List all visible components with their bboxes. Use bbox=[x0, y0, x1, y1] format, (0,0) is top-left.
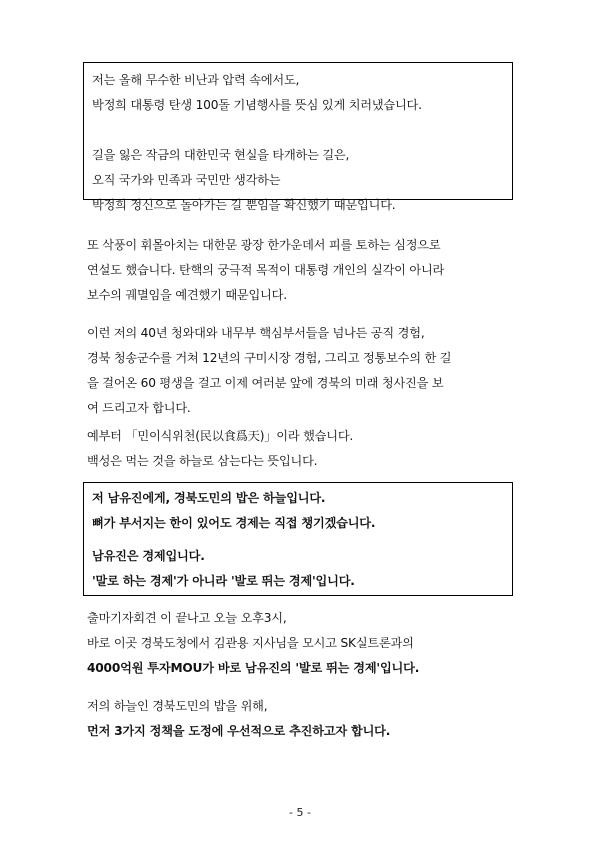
paragraph-career bbox=[87, 321, 517, 421]
box1-line-5: 박정희 정신으로 돌아가는 길 뿐임을 확신했기 때문입니다. bbox=[92, 198, 396, 212]
quote-box-park-chunghee bbox=[83, 62, 513, 212]
paragraph-policies bbox=[87, 694, 517, 744]
box1-line-1: 저는 올해 무수한 비난과 압력 속에서도, bbox=[92, 73, 300, 87]
quote-box-economy bbox=[83, 482, 513, 596]
para4-line-1: 출마기자회견 이 끝나고 오늘 오후3시, bbox=[87, 611, 287, 625]
para2-line-2: 경북 청송군수를 거쳐 12년의 구미시장 경험, 그리고 정통보수의 한 길 bbox=[87, 351, 452, 365]
box2-line-4: '말로 하는 경제'가 아니라 '발로 뛰는 경제'입니다. bbox=[92, 574, 355, 588]
para1-line-2: 연설도 했습니다. 탄핵의 궁극적 목적이 대통령 개인의 실각이 아니라 bbox=[87, 263, 445, 277]
box1-line-3: 길을 잃은 작금의 대한민국 현실을 타개하는 길은, bbox=[92, 148, 350, 162]
page-number: - 5 - bbox=[289, 806, 311, 819]
para3-line-2: 백성은 먹는 것을 하늘로 삼는다는 뜻입니다. bbox=[87, 454, 318, 468]
para2-line-1: 이런 저의 40년 청와대와 내무부 핵심부서들을 넘나든 공직 경험, bbox=[87, 326, 425, 340]
para2-line-4: 여 드리고자 합니다. bbox=[87, 401, 191, 415]
box2-line-3: 남유진은 경제입니다. bbox=[92, 549, 205, 563]
paragraph-impeachment bbox=[87, 233, 517, 308]
box1-line-2: 박정희 대통령 탄생 100돌 기념행사를 뜻심 있게 치러냈습니다. bbox=[92, 98, 422, 112]
box2-line-2: 뼈가 부서지는 한이 있어도 경제는 직접 챙기겠습니다. bbox=[92, 516, 376, 530]
para5-line-1: 저의 하늘인 경북도민의 밥을 위해, bbox=[87, 699, 268, 713]
para5-line-2: 먼저 3가지 정책을 도정에 우선적으로 추진하고자 합니다. bbox=[87, 724, 391, 738]
para4-line-2: 바로 이곳 경북도청에서 김관용 지사님을 모시고 SK실트론과의 bbox=[87, 636, 414, 650]
para4-line-3: 4000억원 투자MOU가 바로 남유진의 '발로 뛰는 경제'입니다. bbox=[87, 661, 420, 675]
para3-line-1: 예부터 「민이식위천(民以食爲天)」이라 했습니다. bbox=[87, 429, 354, 443]
para1-line-1: 또 삭풍이 휘몰아치는 대한문 광장 한가운데서 피를 토하는 심정으로 bbox=[87, 238, 441, 252]
paragraph-proverb bbox=[87, 424, 517, 474]
paragraph-mou bbox=[87, 606, 517, 681]
para1-line-3: 보수의 궤멸임을 예견했기 때문입니다. bbox=[87, 288, 287, 302]
para2-line-3: 을 걸어온 60 평생을 걸고 이제 여러분 앞에 경북의 미래 청사진을 보 bbox=[87, 376, 444, 390]
box2-line-1: 저 남유진에게, 경북도민의 밥은 하늘입니다. bbox=[92, 491, 326, 505]
box1-line-4: 오직 국가와 민족과 국민만 생각하는 bbox=[92, 173, 281, 187]
